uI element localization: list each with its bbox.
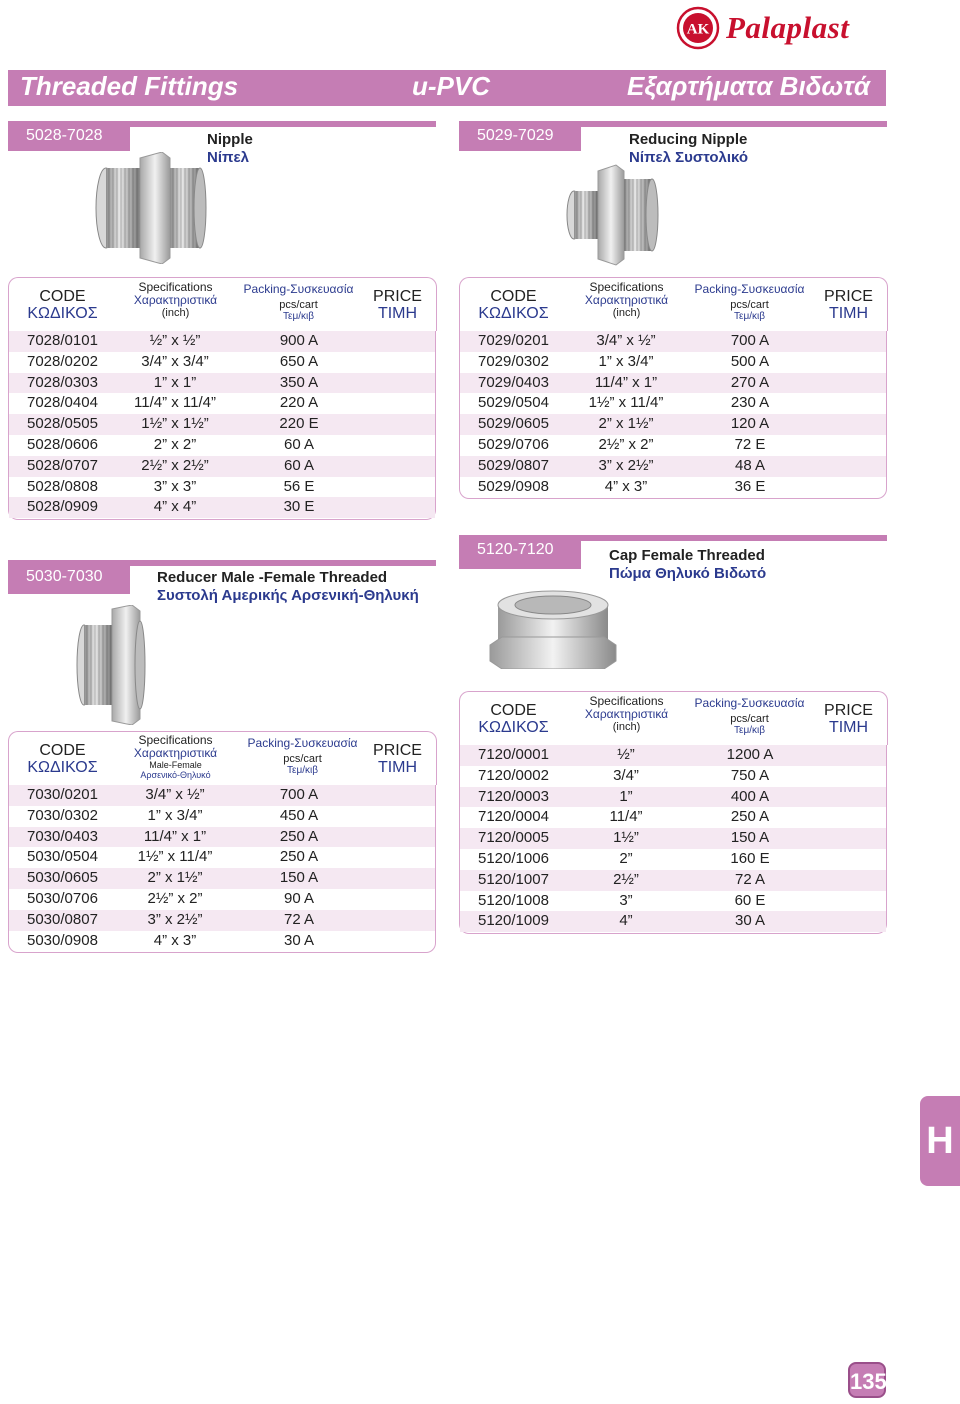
cell-code: 5029/0706 (478, 435, 549, 453)
table-row (9, 931, 435, 952)
table-row (460, 828, 886, 849)
table-row (9, 352, 435, 373)
cell-packing: 72 A (734, 870, 766, 888)
section-rule (581, 535, 887, 541)
table-row (460, 766, 886, 787)
table-row (9, 827, 435, 848)
cell-packing: 700 A (279, 786, 319, 803)
cell-code: 7120/0005 (478, 829, 549, 847)
cell-code: 5120/1007 (478, 870, 549, 888)
table-row (9, 477, 435, 498)
cell-packing: 56 E (283, 477, 315, 495)
cell-packing: 30 A (734, 912, 766, 930)
table-row (9, 497, 435, 518)
title-en: Cap Female Threaded (609, 547, 765, 564)
cell-code: 5029/0605 (478, 415, 549, 433)
cell-code: 7029/0302 (478, 352, 549, 370)
cell-code: 7120/0003 (478, 787, 549, 805)
cell-code: 5120/1006 (478, 849, 549, 867)
brand-logo (676, 6, 890, 50)
table-row (460, 849, 886, 870)
cell-packing: 60 A (283, 435, 315, 453)
cell-spec: 3/4” x ½” (596, 332, 656, 349)
table-row (460, 870, 886, 891)
cell-code: 7120/0002 (478, 766, 549, 784)
cell-code: 5028/0707 (27, 456, 98, 474)
cell-code: 5028/0808 (27, 477, 98, 495)
cell-spec: 4” (619, 912, 633, 930)
cell-code: 5030/0706 (27, 889, 98, 907)
page-number: 135 (848, 1362, 886, 1398)
nipple-fitting-image (92, 152, 214, 269)
section-rule (130, 121, 436, 127)
cell-code: 7030/0302 (27, 806, 98, 824)
title-en: Reducer Male -Female Threaded (157, 569, 388, 586)
table-row (9, 847, 435, 868)
title-en: Reducing Nipple (629, 131, 748, 148)
table-row (9, 414, 435, 435)
table-body (9, 785, 435, 951)
cell-spec: 2½” x 2½” (141, 456, 209, 474)
cell-spec: 3/4” (613, 766, 639, 784)
cell-spec: 2” x 1½” (598, 415, 654, 433)
cell-spec: 4” x 4” (153, 498, 197, 516)
cell-packing: 900 A (279, 332, 319, 349)
banner-material: u-PVC (412, 71, 490, 101)
cell-spec: 4” x 3” (153, 931, 197, 949)
col-code-header: CODE ΚΩΔΙΚΟΣ (27, 742, 98, 776)
cell-packing: 250 A (730, 808, 770, 826)
col-packing-header: Packing-Συσκευασία pcs/cart Τεμ/κιβ (243, 282, 354, 322)
table-row (9, 868, 435, 889)
cell-code: 7030/0201 (27, 786, 98, 803)
cell-code: 5028/0505 (27, 415, 98, 433)
cell-code: 5030/0908 (27, 931, 98, 949)
cell-code: 5120/1008 (478, 891, 549, 909)
col-price-header: PRICE ΤΙΜΗ (373, 742, 422, 776)
cell-spec: 2” x 1½” (147, 869, 203, 887)
table-row (460, 352, 886, 373)
title-gr: Πώμα Θηλυκό Βιδωτό (609, 565, 767, 582)
nipple-table (8, 280, 436, 520)
col-code-header: CODE ΚΩΔΙΚΟΣ (478, 702, 549, 736)
cell-spec: 1” x 1” (153, 373, 197, 391)
col-price-header: PRICE ΤΙΜΗ (373, 288, 422, 322)
cell-packing: 120 A (730, 415, 770, 433)
cell-code: 7029/0201 (478, 332, 549, 349)
cell-spec: ½” x ½” (149, 332, 201, 349)
table-row (460, 807, 886, 828)
table-body (460, 745, 886, 932)
reducer-bushing-image (74, 605, 150, 730)
col-packing-header: Packing-Συσκευασία pcs/cart Τεμ/κιβ (694, 282, 805, 322)
col-price-header: PRICE ΤΙΜΗ (824, 702, 873, 736)
cell-code: 5029/0807 (478, 456, 549, 474)
table-header (8, 731, 437, 785)
cell-packing: 250 A (279, 827, 319, 845)
section-letter-tab: H (920, 1096, 960, 1186)
cap-fitting-image (488, 585, 618, 674)
cell-packing: 270 A (730, 373, 770, 391)
cell-packing: 220 E (279, 415, 319, 433)
cell-packing: 72 E (734, 435, 766, 453)
table-row (460, 373, 886, 394)
cell-spec: ½” (617, 746, 635, 763)
title-banner (8, 70, 886, 106)
cell-code: 7029/0403 (478, 373, 549, 391)
cell-packing: 750 A (730, 766, 770, 784)
col-spec-header: Specifications Χαρακτηριστικά (inch) (584, 694, 669, 733)
col-spec-header: Specifications Χαρακτηριστικά Male-Female Αρσενικό-Θηλυκό (133, 733, 218, 780)
cell-packing: 700 A (730, 332, 770, 349)
cell-code: 7028/0202 (27, 352, 98, 370)
cell-packing: 220 A (279, 394, 319, 412)
ak-logo-icon (676, 6, 720, 50)
cell-spec: 1½” x 1½” (141, 415, 209, 433)
banner-title-en: Threaded Fittings (20, 71, 239, 101)
section-code-reducer: 5030-7030 (8, 560, 130, 594)
cell-code: 7028/0303 (27, 373, 98, 391)
cell-code: 5030/0504 (27, 848, 98, 866)
table-body (9, 331, 435, 518)
col-packing-header: Packing-Συσκευασία pcs/cart Τεμ/κιβ (247, 736, 358, 776)
cap-table (459, 694, 887, 934)
banner-title-gr: Εξαρτήματα Βιδωτά (627, 71, 870, 101)
col-packing-header: Packing-Συσκευασία pcs/cart Τεμ/κιβ (694, 696, 805, 736)
table-row (460, 393, 886, 414)
col-price-header: PRICE ΤΙΜΗ (824, 288, 873, 322)
cell-code: 5028/0606 (27, 435, 98, 453)
reducer-table (8, 733, 436, 953)
reducing-nipple-image (564, 163, 662, 272)
table-row (460, 477, 886, 498)
cell-packing: 650 A (279, 352, 319, 370)
table-row (9, 806, 435, 827)
cell-code: 5030/0605 (27, 869, 98, 887)
cell-spec: 3” x 2½” (598, 456, 654, 474)
cell-spec: 3” (619, 891, 633, 909)
section-rule (581, 121, 887, 127)
cell-code: 7030/0403 (27, 827, 98, 845)
cell-spec: 1” x 3/4” (598, 352, 654, 370)
title-gr: Νίπελ Συστολικό (629, 149, 749, 166)
cell-spec: 2½” x 2” (598, 435, 654, 453)
cell-packing: 48 A (734, 456, 766, 474)
table-row (9, 331, 435, 352)
section-code-nipple: 5028-7028 (8, 121, 130, 151)
cell-spec: 11/4” x 1” (143, 827, 207, 845)
table-row (460, 745, 886, 766)
reducing-table (459, 280, 887, 499)
section-title-reducer (157, 569, 419, 605)
title-gr: Συστολή Αμερικής Αρσενική-Θηλυκή (157, 587, 419, 604)
cell-code: 5120/1009 (478, 912, 549, 930)
cell-packing: 500 A (730, 352, 770, 370)
section-code-reducing: 5029-7029 (459, 121, 581, 151)
table-row (460, 414, 886, 435)
cell-packing: 400 A (730, 787, 770, 805)
cell-packing: 230 A (730, 394, 770, 412)
cell-code: 7120/0001 (478, 746, 549, 763)
cell-code: 5029/0504 (478, 394, 549, 412)
cell-spec: 11/4” x 1” (594, 373, 658, 391)
section-title-reducing (629, 131, 748, 167)
title-en: Nipple (207, 131, 253, 148)
cell-code: 7120/0004 (478, 808, 549, 826)
cell-spec: 1½” x 11/4” (588, 394, 664, 412)
section-rule (130, 560, 436, 566)
cell-packing: 160 E (730, 849, 770, 867)
cell-spec: 2” x 2” (153, 435, 197, 453)
cell-spec: 2½” (613, 870, 639, 888)
cell-packing: 36 E (734, 477, 766, 495)
cell-spec: 2” (619, 849, 633, 867)
table-row (460, 456, 886, 477)
table-row (9, 373, 435, 394)
cell-spec: 4” x 3” (604, 477, 648, 495)
table-row (460, 787, 886, 808)
cell-spec: 1” (619, 787, 633, 805)
table-row (9, 889, 435, 910)
cell-packing: 350 A (279, 373, 319, 391)
cell-code: 5030/0807 (27, 910, 98, 928)
table-header (459, 691, 888, 745)
table-row (460, 435, 886, 456)
cell-spec: 11/4” x 11/4” (134, 394, 216, 412)
cell-packing: 72 A (283, 910, 315, 928)
table-header (459, 277, 888, 331)
cell-code: 7028/0101 (27, 332, 98, 349)
cell-packing: 60 E (734, 891, 766, 909)
cell-spec: 11/4” (609, 808, 643, 826)
col-code-header: CODE ΚΩΔΙΚΟΣ (478, 288, 549, 322)
table-header (8, 277, 437, 331)
cell-code: 7028/0404 (27, 394, 98, 412)
cell-spec: 3” x 3” (153, 477, 197, 495)
col-spec-header: Specifications Χαρακτηριστικά (inch) (133, 280, 218, 319)
table-body (460, 331, 886, 497)
table-row (9, 456, 435, 477)
section-title-cap (609, 547, 766, 583)
cell-spec: 1½” x 11/4” (137, 848, 213, 866)
table-row (460, 331, 886, 352)
cell-packing: 30 E (283, 498, 315, 516)
table-row (9, 910, 435, 931)
table-row (9, 435, 435, 456)
title-gr: Νίπελ (207, 149, 249, 166)
cell-spec: 1” x 3/4” (147, 806, 203, 824)
cell-packing: 60 A (283, 456, 315, 474)
cell-code: 5029/0908 (478, 477, 549, 495)
section-code-cap: 5120-7120 (459, 535, 581, 569)
cell-packing: 150 A (730, 829, 770, 847)
brand-name: Palaplast (726, 10, 850, 45)
table-row (460, 891, 886, 912)
col-spec-header: Specifications Χαρακτηριστικά (inch) (584, 280, 669, 319)
cell-spec: 2½” x 2” (147, 889, 203, 907)
col-code-header: CODE ΚΩΔΙΚΟΣ (27, 288, 98, 322)
cell-packing: 90 A (283, 889, 315, 907)
table-row (460, 911, 886, 932)
table-row (9, 393, 435, 414)
logo-mark-text: AK (686, 21, 710, 38)
cell-spec: 1½” (613, 829, 639, 847)
cell-code: 5028/0909 (27, 498, 98, 516)
cell-packing: 250 A (279, 848, 319, 866)
cell-packing: 150 A (279, 869, 319, 887)
cell-spec: 3” x 2½” (147, 910, 203, 928)
cell-packing: 30 A (283, 931, 315, 949)
cell-packing: 1200 A (726, 746, 774, 763)
table-row (9, 785, 435, 806)
cell-packing: 450 A (279, 806, 319, 824)
cell-spec: 3/4” x 3/4” (141, 352, 209, 370)
cell-spec: 3/4” x ½” (145, 786, 205, 803)
